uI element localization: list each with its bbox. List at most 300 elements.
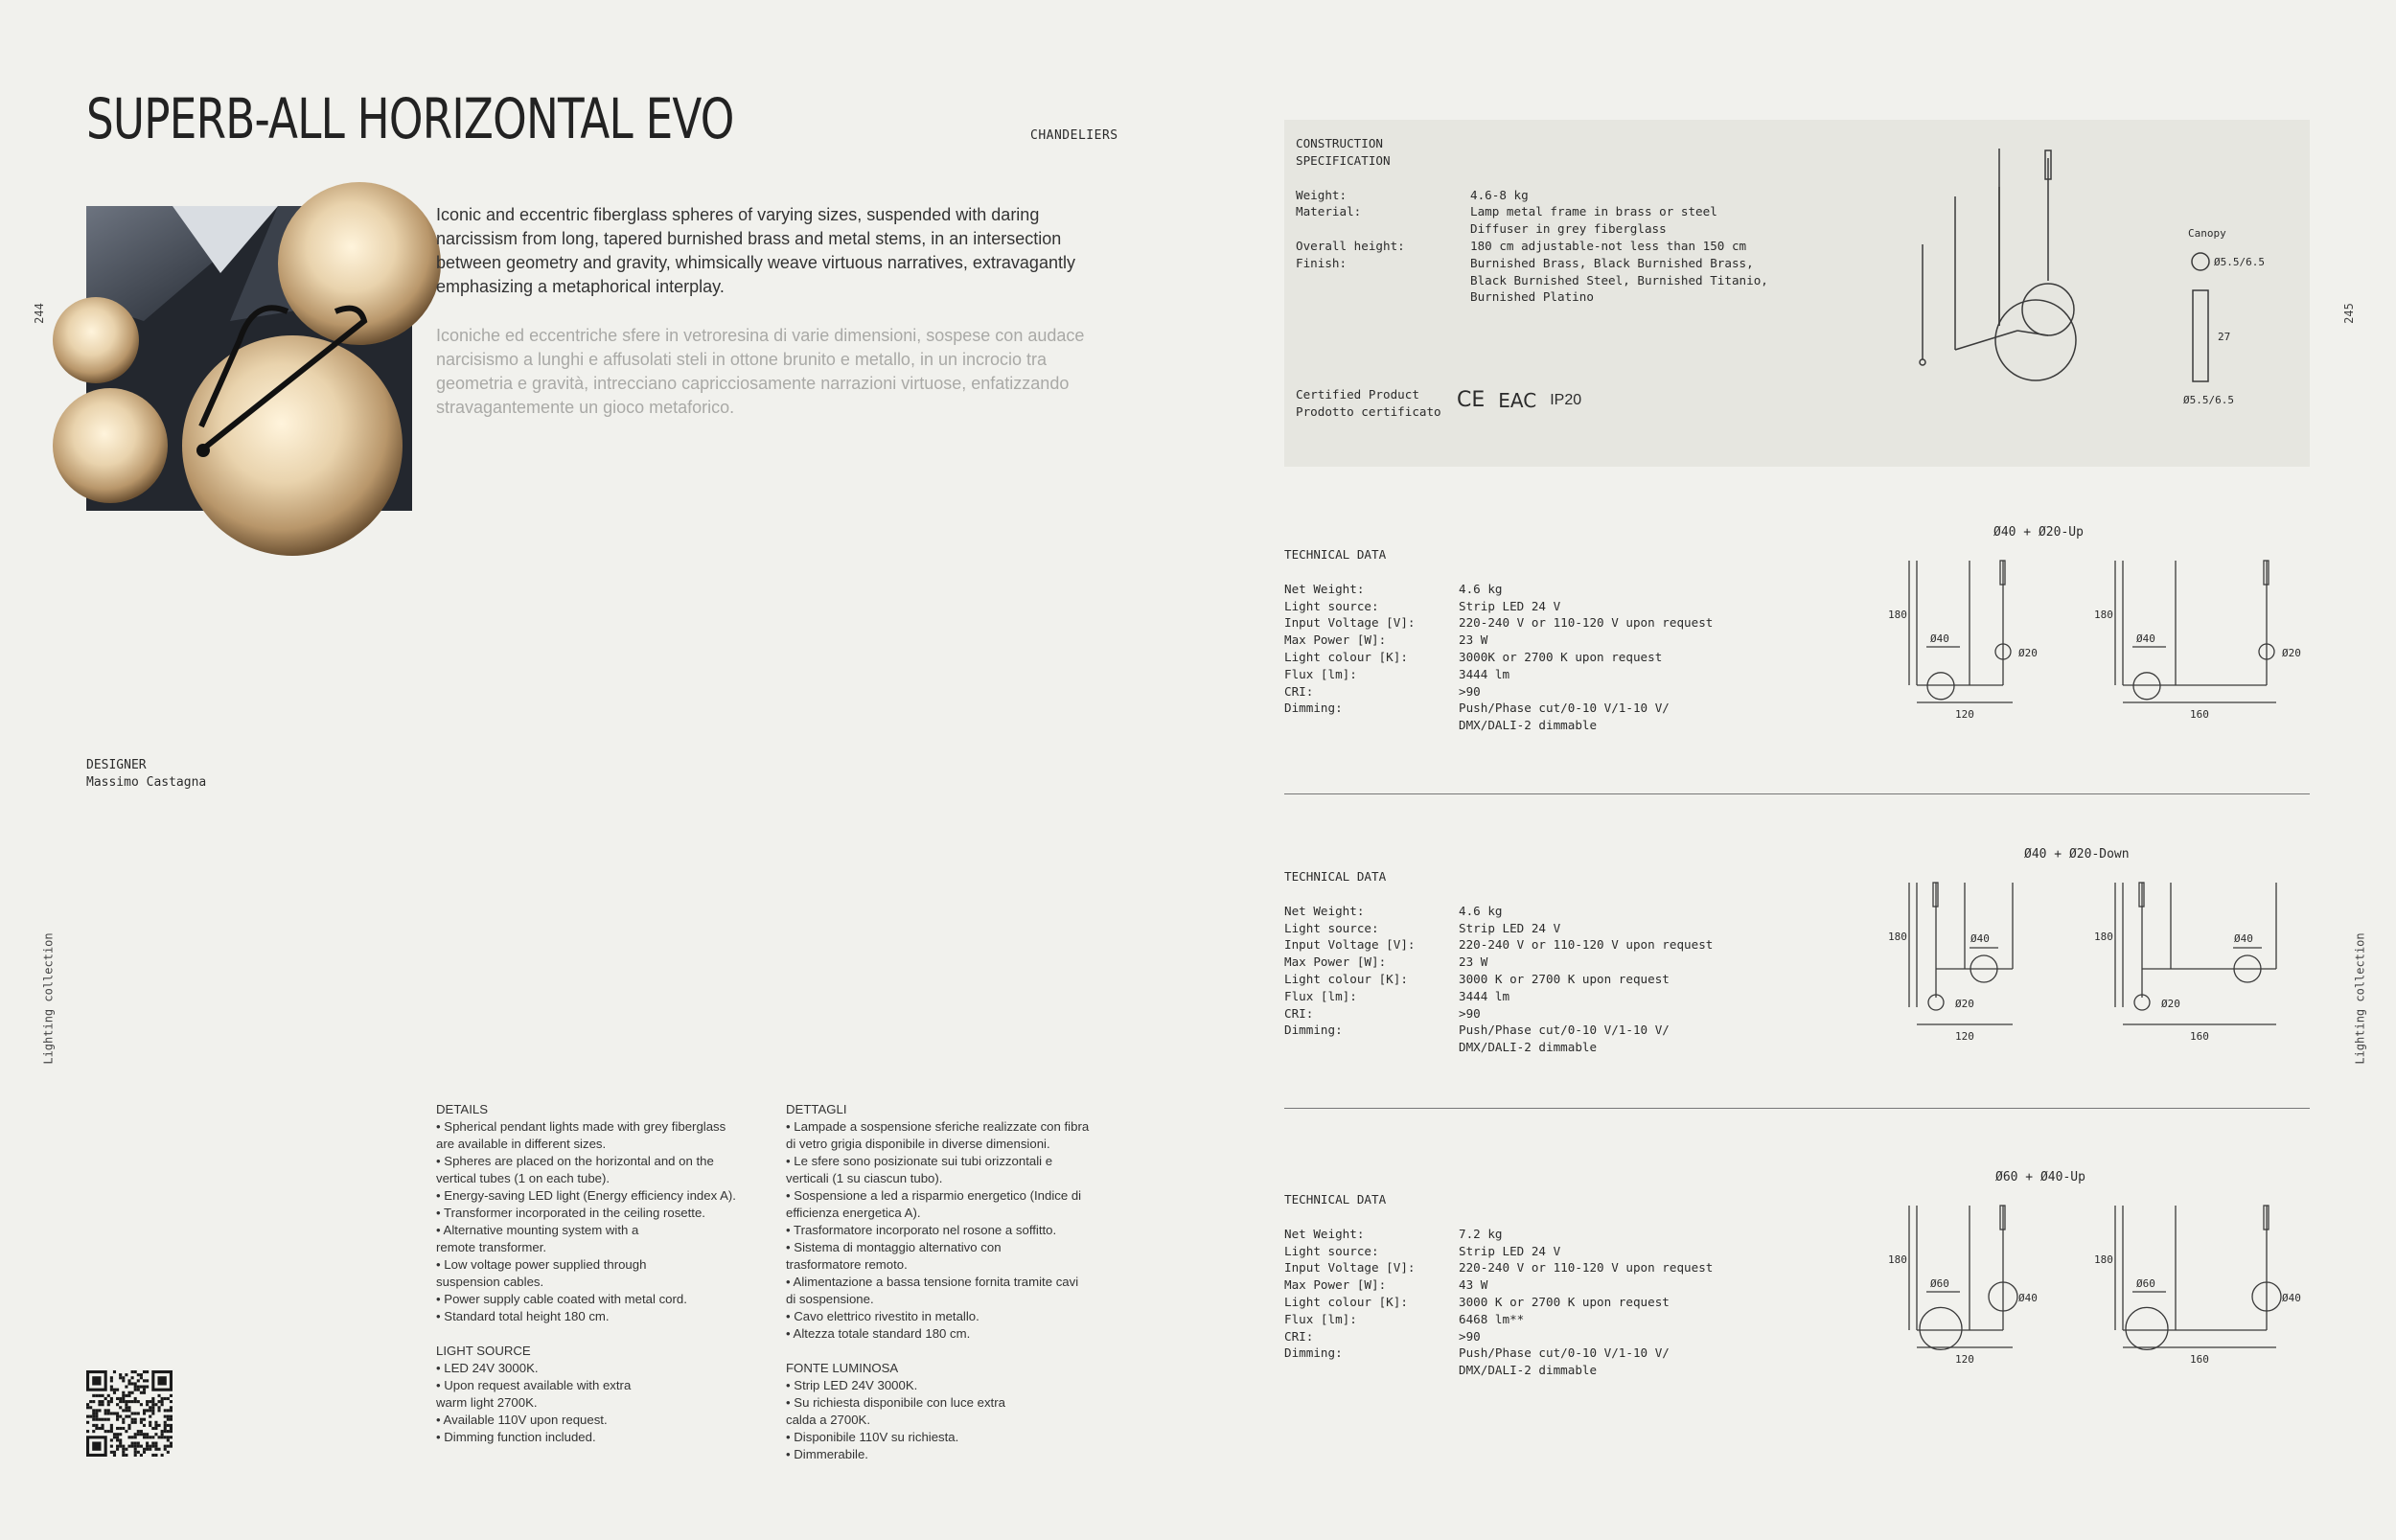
- dimension-label: Ø20: [2161, 998, 2180, 1010]
- technical-data-row: [1284, 700, 1821, 717]
- qr-module: [161, 1436, 164, 1438]
- qr-module: [122, 1427, 125, 1430]
- drawing-sphere-large: [1995, 300, 2076, 380]
- qr-module: [164, 1421, 167, 1424]
- qr-module: [122, 1445, 125, 1448]
- technical-data-value: 3444 lm: [1459, 988, 1510, 1003]
- qr-module: [134, 1436, 137, 1438]
- technical-data-row: [1284, 1226, 1821, 1243]
- qr-module: [113, 1433, 116, 1436]
- qr-module: [116, 1412, 119, 1414]
- qr-module: [127, 1391, 130, 1394]
- drawing-sphere-large: [2133, 673, 2160, 700]
- qr-module: [125, 1403, 127, 1406]
- qr-module: [89, 1400, 92, 1403]
- qr-module: [134, 1451, 137, 1454]
- construction-specification: [1296, 135, 1832, 306]
- qr-module: [113, 1454, 116, 1457]
- qr-module: [134, 1386, 137, 1389]
- qr-module: [164, 1427, 167, 1430]
- construction-heading: SPECIFICATION: [1296, 152, 1391, 168]
- left-side-label: Lighting collection: [41, 932, 56, 1065]
- qr-module: [137, 1412, 140, 1414]
- technical-data-row: [1284, 954, 1821, 971]
- variant-title: Ø40 + Ø20-Down: [2024, 847, 2130, 862]
- qr-module: [104, 1430, 107, 1433]
- technical-data-label: Flux [lm]:: [1284, 988, 1357, 1003]
- qr-module: [122, 1376, 125, 1379]
- qr-module: [143, 1448, 146, 1451]
- technical-data-label: Net Weight:: [1284, 1226, 1365, 1241]
- qr-module: [170, 1436, 173, 1438]
- qr-module: [110, 1451, 113, 1454]
- qr-module: [113, 1389, 116, 1391]
- qr-module: [125, 1373, 127, 1376]
- qr-module: [92, 1415, 95, 1418]
- technical-data-label: Light source:: [1284, 1243, 1379, 1258]
- qr-module: [134, 1421, 137, 1424]
- qr-module: [104, 1418, 107, 1421]
- dimension-label: 120: [1955, 708, 1974, 721]
- qr-module: [116, 1403, 119, 1406]
- qr-module: [161, 1433, 164, 1436]
- technical-data-label: CRI:: [1284, 683, 1314, 699]
- qr-module: [125, 1415, 127, 1418]
- qr-module: [157, 1424, 160, 1427]
- construction-row-value: Diffuser in grey fiberglass: [1470, 221, 1667, 237]
- qr-module: [119, 1376, 122, 1379]
- dettagli-heading: DETTAGLI: [786, 1102, 847, 1116]
- qr-module: [122, 1391, 125, 1394]
- qr-module: [143, 1412, 146, 1414]
- qr-module: [116, 1427, 119, 1430]
- dettagli-item: di sospensione.: [786, 1292, 874, 1306]
- qr-module: [167, 1445, 170, 1448]
- qr-module: [146, 1386, 149, 1389]
- qr-module: [95, 1409, 98, 1412]
- qr-module: [161, 1400, 164, 1403]
- technical-data-value: DMX/DALI-2 dimmable: [1459, 1363, 1598, 1378]
- qr-module: [149, 1436, 151, 1438]
- qr-module: [167, 1397, 170, 1400]
- technical-data-label: Net Weight:: [1284, 581, 1365, 596]
- technical-data-value: 220-240 V or 110-120 V upon request: [1459, 937, 1714, 953]
- dimension-label: 120: [1955, 1030, 1974, 1043]
- qr-module: [110, 1386, 113, 1389]
- dimension-label: Ø40: [2136, 632, 2155, 645]
- drawing-sphere-large: [1920, 1307, 1962, 1349]
- dimension-label: 180: [2094, 609, 2113, 621]
- technical-data-row: [1284, 598, 1821, 615]
- qr-module: [161, 1454, 164, 1457]
- qr-module: [137, 1430, 140, 1433]
- drawing-arm: [1955, 331, 2017, 350]
- light-source-item: warm light 2700K.: [436, 1395, 538, 1410]
- canopy-dim-bottom: Ø5.5/6.5: [2183, 394, 2234, 406]
- qr-module: [164, 1424, 167, 1427]
- qr-module: [131, 1382, 134, 1385]
- certified-product: [1296, 386, 1441, 421]
- qr-module: [137, 1379, 140, 1382]
- technical-data-row: [1284, 1328, 1821, 1345]
- qr-module: [116, 1445, 119, 1448]
- technical-data-label: Max Power [W]:: [1284, 1277, 1387, 1293]
- qr-module: [122, 1379, 125, 1382]
- qr-module: [92, 1424, 95, 1427]
- qr-module: [107, 1412, 110, 1414]
- technical-data-section: [1284, 847, 2310, 1089]
- qr-module: [154, 1421, 157, 1424]
- qr-module: [102, 1424, 104, 1427]
- eac-mark-icon: EAC: [1498, 388, 1537, 412]
- qr-module: [157, 1406, 160, 1409]
- qr-module: [164, 1436, 167, 1438]
- qr-module: [127, 1427, 130, 1430]
- qr-module: [134, 1454, 137, 1457]
- qr-module: [110, 1389, 113, 1391]
- dettagli-item: trasformatore remoto.: [786, 1257, 908, 1272]
- right-side-label: Lighting collection: [2353, 932, 2367, 1065]
- qr-module: [143, 1386, 146, 1389]
- dimension-label: 180: [2094, 1253, 2113, 1266]
- qr-module: [167, 1409, 170, 1412]
- technical-data-value: Push/Phase cut/0-10 V/1-10 V/: [1459, 701, 1670, 716]
- qr-module: [134, 1412, 137, 1414]
- qr-module: [143, 1418, 146, 1421]
- category-label: CHANDELIERS: [1030, 128, 1118, 143]
- qr-module: [146, 1441, 149, 1444]
- details-item: • Spheres are placed on the horizontal and on the: [436, 1154, 714, 1168]
- qr-module: [149, 1400, 151, 1403]
- construction-row-label: Material:: [1296, 204, 1362, 219]
- qr-module: [143, 1409, 146, 1412]
- qr-module: [146, 1409, 149, 1412]
- technical-data-value: >90: [1459, 1328, 1481, 1344]
- qr-module: [157, 1400, 160, 1403]
- technical-data-row: [1284, 1276, 1821, 1294]
- qr-module: [137, 1451, 140, 1454]
- technical-data-label: Net Weight:: [1284, 903, 1365, 918]
- dettagli-item: • Altezza totale standard 180 cm.: [786, 1326, 971, 1341]
- dettagli-item: • Sospensione a led a risparmio energetico (Indice di: [786, 1188, 1082, 1203]
- qr-module: [140, 1376, 143, 1379]
- qr-module: [151, 1406, 154, 1409]
- technical-data-row: [1284, 936, 1821, 954]
- qr-module: [122, 1454, 125, 1457]
- construction-row-label: Overall height:: [1296, 238, 1405, 253]
- construction-row-label: Finish:: [1296, 255, 1348, 270]
- qr-module: [119, 1415, 122, 1418]
- light-source-item: • Dimming function included.: [436, 1430, 596, 1444]
- dimension-label: Ø40: [1930, 632, 1949, 645]
- qr-module: [134, 1389, 137, 1391]
- technical-data-section: [1284, 525, 2310, 767]
- dettagli-item: di vetro grigia disponibile in diverse dimensioni.: [786, 1137, 1050, 1151]
- construction-row: [1296, 203, 1832, 220]
- technical-data-label: [1284, 1039, 1459, 1056]
- technical-data-row: [1284, 581, 1821, 598]
- qr-module: [134, 1448, 137, 1451]
- product-line-drawing: [1907, 149, 2291, 455]
- dettagli-item: • Alimentazione a bassa tensione fornita tramite cavi: [786, 1275, 1079, 1289]
- qr-module: [140, 1386, 143, 1389]
- technical-data-value: 4.6 kg: [1459, 581, 1503, 596]
- dimension-label: 180: [1888, 1253, 1907, 1266]
- qr-module: [167, 1451, 170, 1454]
- technical-data-value: >90: [1459, 683, 1481, 699]
- technical-data-label: Dimming:: [1284, 1023, 1343, 1038]
- technical-data-label: Input Voltage [V]:: [1284, 615, 1416, 631]
- product-photo: [86, 206, 412, 511]
- drawing-sphere-large: [2126, 1307, 2168, 1349]
- qr-module: [95, 1424, 98, 1427]
- technical-data-heading: TECHNICAL DATA: [1284, 1192, 1387, 1207]
- details-item: • Spherical pendant lights made with grey fiberglass: [436, 1119, 726, 1134]
- qr-module: [134, 1418, 137, 1421]
- technical-data-value: 23 W: [1459, 632, 1488, 648]
- qr-module: [107, 1409, 110, 1412]
- qr-module: [116, 1418, 119, 1421]
- ip-rating: IP20: [1550, 391, 1582, 408]
- details-english: [436, 1101, 767, 1446]
- qr-module: [170, 1406, 173, 1409]
- qr-module: [127, 1382, 130, 1385]
- technical-data-row: [1284, 971, 1821, 988]
- qr-module: [95, 1394, 98, 1397]
- canopy-height: 27: [2218, 331, 2231, 343]
- technical-data-value: 3000 K or 2700 K upon request: [1459, 971, 1670, 986]
- dettagli-item: • Trasformatore incorporato nel rosone a soffitto.: [786, 1223, 1057, 1237]
- dettagli-item: efficienza energetica A).: [786, 1206, 921, 1220]
- section-divider: [1284, 1108, 2310, 1109]
- qr-module: [137, 1386, 140, 1389]
- qr-module: [151, 1409, 154, 1412]
- dimension-label: 180: [1888, 931, 1907, 943]
- qr-module: [146, 1436, 149, 1438]
- qr-module: [127, 1379, 130, 1382]
- qr-module: [92, 1418, 95, 1421]
- qr-module: [116, 1415, 119, 1418]
- light-source-heading: LIGHT SOURCE: [436, 1344, 531, 1358]
- construction-row-label: [1296, 288, 1470, 306]
- qr-module: [122, 1448, 125, 1451]
- qr-module: [110, 1430, 113, 1433]
- details-italian: [786, 1101, 1117, 1463]
- qr-code-graphic: [86, 1370, 173, 1457]
- qr-module: [154, 1433, 157, 1436]
- qr-module: [98, 1394, 101, 1397]
- qr-module: [127, 1445, 130, 1448]
- dimension-label: 160: [2190, 1353, 2209, 1366]
- construction-rows: [1296, 187, 1832, 307]
- technical-data-row: [1284, 1022, 1821, 1039]
- qr-module: [143, 1424, 146, 1427]
- qr-module: [134, 1382, 137, 1385]
- technical-data-heading: TECHNICAL DATA: [1284, 869, 1387, 884]
- qr-module: [86, 1406, 89, 1409]
- qr-module: [140, 1421, 143, 1424]
- qr-module: [116, 1397, 119, 1400]
- qr-module: [170, 1427, 173, 1430]
- qr-module: [157, 1448, 160, 1451]
- technical-data-table: [1284, 868, 1821, 1056]
- qr-module: [92, 1394, 95, 1397]
- details-item: • Low voltage power supplied through: [436, 1257, 647, 1272]
- construction-row-value: Lamp metal frame in brass or steel: [1470, 204, 1717, 219]
- technical-data-label: Flux [lm]:: [1284, 666, 1357, 681]
- qr-module: [154, 1441, 157, 1444]
- qr-module: [98, 1427, 101, 1430]
- qr-module: [154, 1424, 157, 1427]
- technical-data-value: Strip LED 24 V: [1459, 598, 1561, 613]
- qr-module: [127, 1400, 130, 1403]
- qr-module: [92, 1376, 101, 1385]
- fonte-luminosa-heading: FONTE LUMINOSA: [786, 1361, 899, 1375]
- qr-module: [122, 1451, 125, 1454]
- technical-data-row: [1284, 920, 1821, 937]
- qr-module: [167, 1415, 170, 1418]
- construction-row-value: Black Burnished Steel, Burnished Titanio,: [1470, 272, 1768, 287]
- qr-module: [113, 1436, 116, 1438]
- details-item: • Energy-saving LED light (Energy efficiency index A).: [436, 1188, 736, 1203]
- qr-module: [116, 1436, 119, 1438]
- qr-module: [154, 1427, 157, 1430]
- technical-data-value: 23 W: [1459, 954, 1488, 970]
- qr-code[interactable]: [86, 1370, 173, 1457]
- qr-module: [149, 1415, 151, 1418]
- dimension-label: 160: [2190, 1030, 2209, 1043]
- qr-module: [140, 1454, 143, 1457]
- qr-module: [140, 1418, 143, 1421]
- qr-module: [140, 1445, 143, 1448]
- dettagli-item: • Sistema di montaggio alternativo con: [786, 1240, 1002, 1254]
- qr-module: [149, 1406, 151, 1409]
- qr-module: [127, 1415, 130, 1418]
- qr-module: [119, 1400, 122, 1403]
- qr-module: [134, 1397, 137, 1400]
- qr-module: [149, 1421, 151, 1424]
- qr-module: [146, 1403, 149, 1406]
- dimension-label: Ø20: [1955, 998, 1974, 1010]
- qr-module: [113, 1412, 116, 1414]
- qr-module: [110, 1376, 113, 1379]
- qr-module: [143, 1433, 146, 1436]
- qr-module: [154, 1448, 157, 1451]
- qr-module: [125, 1454, 127, 1457]
- construction-row: [1296, 272, 1832, 289]
- qr-module: [151, 1436, 154, 1438]
- qr-module: [167, 1430, 170, 1433]
- section-divider: [1284, 793, 2310, 794]
- qr-module: [113, 1451, 116, 1454]
- qr-module: [125, 1448, 127, 1451]
- construction-specification-box: [1284, 120, 2310, 467]
- qr-module: [131, 1391, 134, 1394]
- qr-module: [127, 1424, 130, 1427]
- qr-module: [86, 1430, 89, 1433]
- details-item: remote transformer.: [436, 1240, 547, 1254]
- technical-data-label: CRI:: [1284, 1005, 1314, 1021]
- qr-module: [119, 1406, 122, 1409]
- technical-data-value: Push/Phase cut/0-10 V/1-10 V/: [1459, 1023, 1670, 1038]
- qr-module: [170, 1409, 173, 1412]
- light-source-item: • Available 110V upon request.: [436, 1413, 608, 1427]
- qr-module: [113, 1370, 116, 1373]
- construction-row-value: Burnished Brass, Black Burnished Brass,: [1470, 255, 1754, 270]
- technical-data-row: [1284, 1345, 1821, 1362]
- qr-module: [127, 1436, 130, 1438]
- dettagli-item: • Lampade a sospensione sferiche realizzate con fibra: [786, 1119, 1090, 1134]
- qr-module: [119, 1445, 122, 1448]
- qr-module: [122, 1409, 125, 1412]
- qr-module: [122, 1394, 125, 1397]
- technical-data-value: DMX/DALI-2 dimmable: [1459, 718, 1598, 733]
- ce-mark-icon: CE: [1457, 388, 1486, 412]
- qr-module: [170, 1430, 173, 1433]
- drawing-sphere-small: [2022, 284, 2074, 335]
- qr-module: [157, 1394, 160, 1397]
- qr-module: [98, 1403, 101, 1406]
- dimension-label: 160: [2190, 708, 2209, 721]
- qr-module: [127, 1394, 130, 1397]
- qr-module: [140, 1403, 143, 1406]
- details-item: • Standard total height 180 cm.: [436, 1309, 610, 1323]
- qr-module: [137, 1433, 140, 1436]
- qr-module: [116, 1438, 119, 1441]
- qr-module: [122, 1418, 125, 1421]
- certified-label-it: Prodotto certificato: [1296, 403, 1441, 419]
- qr-module: [164, 1409, 167, 1412]
- canopy-dim-top: Ø5.5/6.5: [2214, 256, 2265, 268]
- construction-row-value: 180 cm adjustable-not less than 150 cm: [1470, 238, 1747, 253]
- qr-module: [134, 1370, 137, 1373]
- technical-data-label: Light source:: [1284, 920, 1379, 935]
- canopy-top-drawing: [2192, 253, 2209, 270]
- qr-module: [86, 1403, 89, 1406]
- designer-name: Massimo Castagna: [86, 775, 207, 790]
- qr-module: [107, 1394, 110, 1397]
- technical-data-row: [1284, 683, 1821, 701]
- qr-module: [131, 1418, 134, 1421]
- technical-data-value: 220-240 V or 110-120 V upon request: [1459, 1260, 1714, 1276]
- canopy-tube-drawing: [2193, 290, 2208, 381]
- qr-module: [102, 1403, 104, 1406]
- fonte-luminosa-item: • Su richiesta disponibile con luce extra: [786, 1395, 1005, 1410]
- qr-module: [149, 1445, 151, 1448]
- qr-module: [102, 1427, 104, 1430]
- qr-module: [154, 1403, 157, 1406]
- construction-row-label: [1296, 272, 1470, 289]
- qr-module: [170, 1445, 173, 1448]
- qr-module: [149, 1448, 151, 1451]
- qr-module: [116, 1433, 119, 1436]
- left-page-number: 244: [32, 303, 46, 324]
- qr-module: [146, 1400, 149, 1403]
- dimension-label: 120: [1955, 1353, 1974, 1366]
- technical-data-value: 6468 lm**: [1459, 1311, 1525, 1326]
- qr-module: [102, 1418, 104, 1421]
- qr-module: [131, 1370, 134, 1373]
- certification-marks: [1457, 388, 1581, 412]
- technical-data-table: [1284, 546, 1821, 734]
- qr-module: [143, 1436, 146, 1438]
- technical-data-label: Max Power [W]:: [1284, 632, 1387, 648]
- qr-module: [122, 1421, 125, 1424]
- qr-module: [119, 1441, 122, 1444]
- qr-module: [107, 1430, 110, 1433]
- description-english: Iconic and eccentric fiberglass spheres of varying sizes, suspended with daring narcissism from long, tapered burnished brass and metal stems, in an intersection between geometry and gravity, whimsically weave virtuous narratives, extravagantly emphasizing a metaphorical interplay.: [436, 205, 1075, 296]
- qr-module: [119, 1433, 122, 1436]
